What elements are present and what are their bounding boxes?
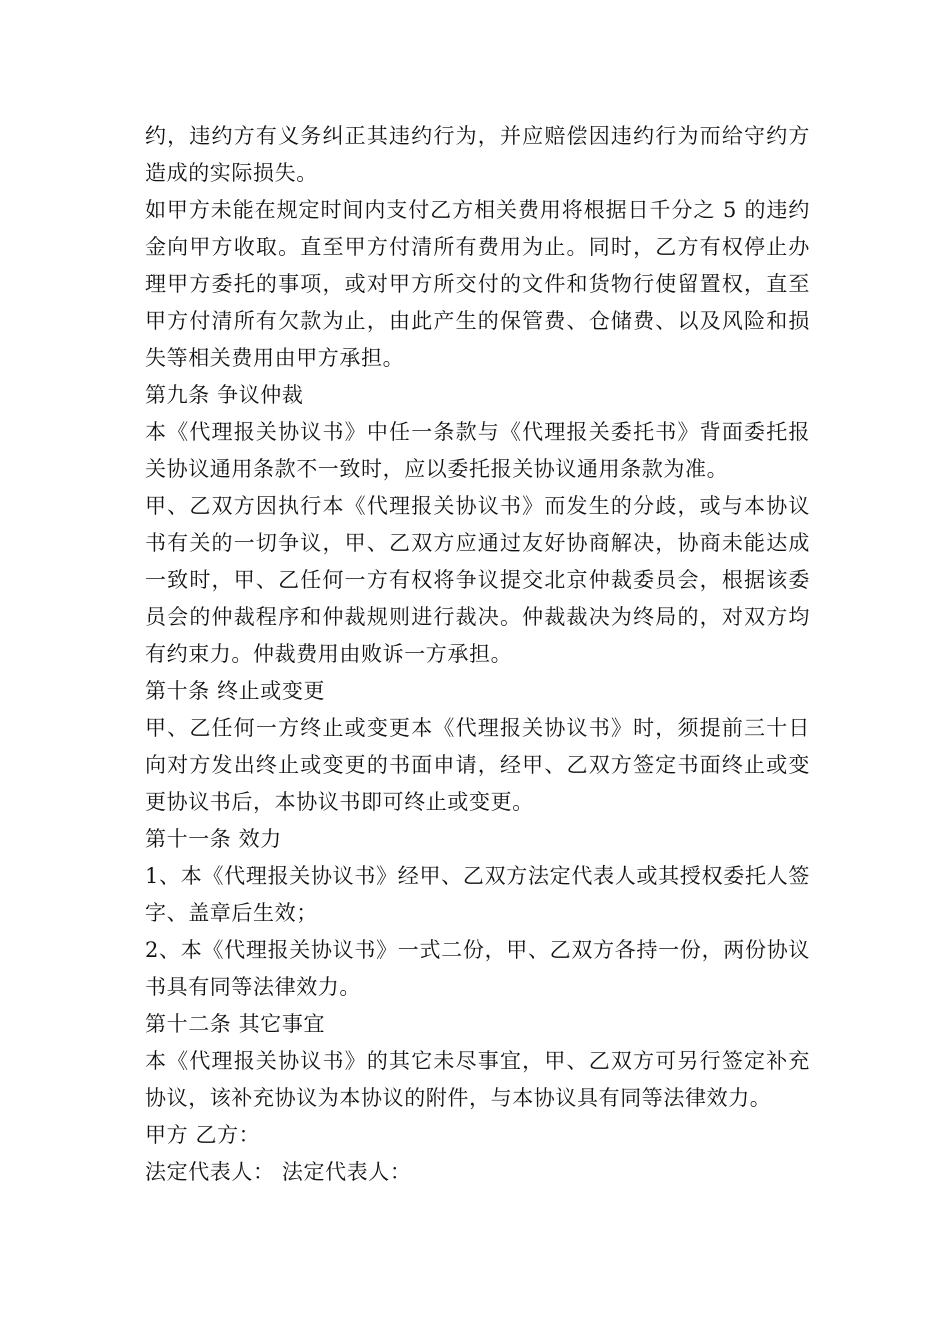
paragraph-arbitration: 甲、乙双方因执行本《代理报关协议书》而发生的分歧，或与本协议书有关的一切争议，甲、乙双方应通过友好协商解决，协商未能达成一致时，甲、乙任何一方有权将争议提交北京仲裁委员会，根据该委员会的仲裁程序和仲裁规则进行裁决。仲裁裁决为终局的，对双方均有约束力。仲裁费用由败诉一方承担。	[145, 494, 810, 666]
paragraph-termination: 甲、乙任何一方终止或变更本《代理报关协议书》时，须提前三十日向对方发出终止或变更的书面申请，经甲、乙双方签定书面终止或变更协议书后，本协议书即可终止或变更。	[145, 716, 810, 814]
signature-parties: 甲方 乙方：	[145, 1123, 261, 1147]
paragraph-late-payment: 如甲方未能在规定时间内支付乙方相关费用将根据日千分之 5 的违约金向甲方收取。直至甲方付清所有费用为止。同时，乙方有权停止办理甲方委托的事项，或对甲方所交付的文件和货物行使留置权，直至甲方付清所有欠款为止，由此产生的保管费、仓储费、以及风险和损失等相关费用由甲方承担。	[145, 198, 810, 370]
paragraph-effect-1: 1、本《代理报关协议书》经甲、乙双方法定代表人或其授权委托人签字、盖章后生效；	[145, 864, 810, 925]
heading-article-9: 第九条 争议仲裁	[145, 383, 304, 407]
paragraph-terms-conflict: 本《代理报关协议书》中任一条款与《代理报关委托书》背面委托报关协议通用条款不一致时，应以委托报关协议通用条款为准。	[145, 420, 810, 481]
paragraph-effect-2: 2、本《代理报关协议书》一式二份，甲、乙双方各持一份，两份协议书具有同等法律效力。	[145, 938, 810, 999]
heading-article-12: 第十二条 其它事宜	[145, 1012, 326, 1036]
heading-article-10: 第十条 终止或变更	[145, 679, 326, 703]
signature-representatives: 法定代表人： 法定代表人：	[145, 1160, 412, 1184]
paragraph-breach-liability: 约，违约方有义务纠正其违约行为，并应赔偿因违约行为而给守约方造成的实际损失。	[145, 124, 810, 185]
heading-article-11: 第十一条 效力	[145, 827, 282, 851]
paragraph-other-matters: 本《代理报关协议书》的其它未尽事宜，甲、乙双方可另行签定补充协议，该补充协议为本协议的附件，与本协议具有同等法律效力。	[145, 1049, 810, 1110]
document-body	[145, 118, 810, 1191]
